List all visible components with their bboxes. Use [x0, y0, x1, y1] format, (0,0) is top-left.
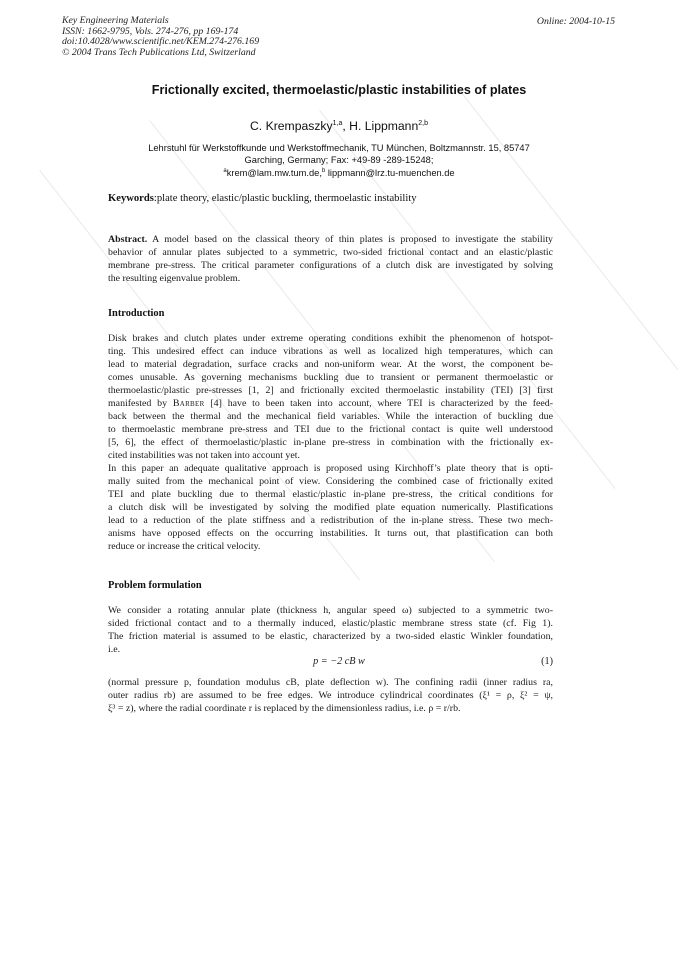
body-line: ting. This undesired effect can induce vibrations as well as localized high temperatures, which can — [108, 346, 553, 357]
journal-name: Key Engineering Materials — [62, 15, 169, 26]
equation-expression: p = −2 cB w — [313, 656, 365, 667]
cited-author-barber: Barber — [172, 398, 205, 409]
affiliation-line-1: Lehrstuhl für Werkstoffkunde und Werkstoffmechanik, TU München, Boltzmannstr. 15, 85747 — [148, 143, 530, 153]
online-date: Online: 2004-10-15 — [536, 16, 615, 27]
body-line: The friction material is assumed to be elastic, characterized by a two-sided elastic Winkler foundation, — [108, 631, 553, 642]
abstract-line: behavior of annular plates subjected to a symmetric, two-sided frictional contact and an elastic/plastic — [108, 247, 553, 258]
author-lippmann: H. Lippmann — [349, 119, 419, 133]
equation-1 — [0, 656, 678, 670]
introduction-body — [108, 332, 553, 553]
body-line: to thermoelastic membrane pre-stress and TEI due to the frictional contact is quite well understood — [108, 424, 553, 435]
affiliation — [100, 143, 578, 180]
author-1-affiliation-mark: 1,a — [332, 119, 343, 127]
issn-line: ISSN: 1662-9795, Vols. 274-276, pp 169-174 — [62, 25, 239, 37]
body-line: mally suited from the mechanical point of view. Considering the combined case of frictionally exited — [108, 476, 553, 487]
body-line: i.e. — [108, 644, 121, 655]
email-a-mark: a — [223, 168, 227, 175]
doi-line: doi:10.4028/www.scientific.net/KEM.274-276.169 — [62, 36, 260, 48]
body-line: TEI and plate buckling due to thermal elastic/plastic in-plane pre-stress, the critical conditions for — [108, 489, 553, 500]
body-line: lead to a reduction of the plate stiffness and a redistribution of the in-plane stress. These two mech- — [108, 515, 553, 526]
body-line: (normal pressure p, foundation modulus cB, plate deflection w). The confining radii (inner radius ra, — [108, 677, 553, 688]
email-krempaszky: krem@lam.mw.tum.de, — [226, 168, 322, 179]
abstract-label: Abstract. — [108, 234, 148, 245]
body-line: In this paper an adequate qualitative approach is proposed using Kirchhoff’s plate theory that is opti- — [108, 463, 553, 474]
body-line: anisms have opposed effects on the occurring instabilities. It turns out, that plastification can both — [108, 528, 553, 539]
body-line: [5, 6], the effect of thermoelastic/plastic in-plane pre-stress in combination with the frictionally ex- — [108, 437, 553, 448]
email-line — [100, 166, 578, 180]
author-line — [0, 119, 678, 133]
author-separator: , — [342, 119, 350, 133]
abstract-line — [108, 233, 553, 246]
paper-title: Frictionally excited, thermoelastic/plastic instabilities of plates — [151, 83, 527, 97]
problem-body — [108, 604, 553, 656]
copyright-line: © 2004 Trans Tech Publications Ltd, Switzerland — [62, 46, 256, 58]
body-line: sided frictional contact and to a thermally induced, elastic/plastic membrane stress state (cf. Fig 1). — [108, 618, 553, 629]
body-line: comes unusable. As governing mechanisms buckling due to transient or permanent thermoelastic or — [108, 372, 553, 383]
body-line: cited instabilities was not taken into account yet. — [108, 450, 300, 461]
body-line: We consider a rotating annular plate (thickness h, angular speed ω) subjected to a symmetric two- — [108, 605, 553, 616]
abstract-text: A model based on the classical theory of thin plates is proposed to investigate the stability — [147, 234, 553, 245]
abstract-line: the resulting eigenvalue problem. — [108, 273, 241, 284]
body-line: back between the thermal and the mechanical field variables. While the interaction of buckling due — [108, 411, 553, 422]
abstract-line: membrane pre-stress. The critical parameter configurations of a clutch disk are investigated by solving — [108, 260, 553, 271]
body-line: ξ³ = z), where the radial coordinate r is replaced by the dimensionless radius, i.e. ρ = r/rb. — [108, 703, 461, 714]
problem-body-continued — [108, 676, 553, 715]
keywords-text: :plate theory, elastic/plastic buckling, thermoelastic instability — [153, 193, 417, 204]
keywords — [108, 193, 417, 204]
journal-header — [62, 16, 259, 58]
author-krempaszky: C. Krempaszky — [250, 119, 333, 133]
equation-number: (1) — [541, 656, 553, 667]
body-line: a clutch disk will be investigated by solving the modified plate equation numerically. Plastifications — [108, 502, 553, 513]
body-text: manifested by — [108, 398, 173, 409]
email-lippmann: lippmann@lrz.tu-muenchen.de — [325, 168, 455, 179]
introduction-heading: Introduction — [108, 308, 165, 319]
body-text: [4] have to been taken into account, where TEI is characterized by the feed- — [204, 398, 554, 409]
author-2-affiliation-mark: 2,b — [418, 119, 428, 127]
body-line: outer radius rb) are assumed to be free edges. We introduce cylindrical coordinates (ξ¹ = ρ, ξ² = ψ, — [108, 690, 553, 701]
problem-formulation-heading: Problem formulation — [108, 580, 202, 591]
body-line: thermoelastic/plastic pre-stresses [1, 2] and frictionally excited thermoelastic instability (TEI) [3] first — [108, 385, 553, 396]
email-b-mark: b — [321, 168, 326, 175]
affiliation-line-2: Garching, Germany; Fax: +49-89 -289-15248; — [244, 154, 434, 165]
body-line: Disk brakes and clutch plates under extreme operating conditions exhibit the phenomenon of hotspot- — [108, 333, 553, 344]
abstract — [108, 233, 553, 285]
body-line: reduce or increase the critical velocity. — [108, 541, 261, 552]
body-line: lead to material degradation, surface cracks and non-uniform wear. At the worst, the component be- — [108, 359, 553, 370]
keywords-label: Keywords — [108, 193, 154, 204]
body-line — [108, 397, 553, 410]
